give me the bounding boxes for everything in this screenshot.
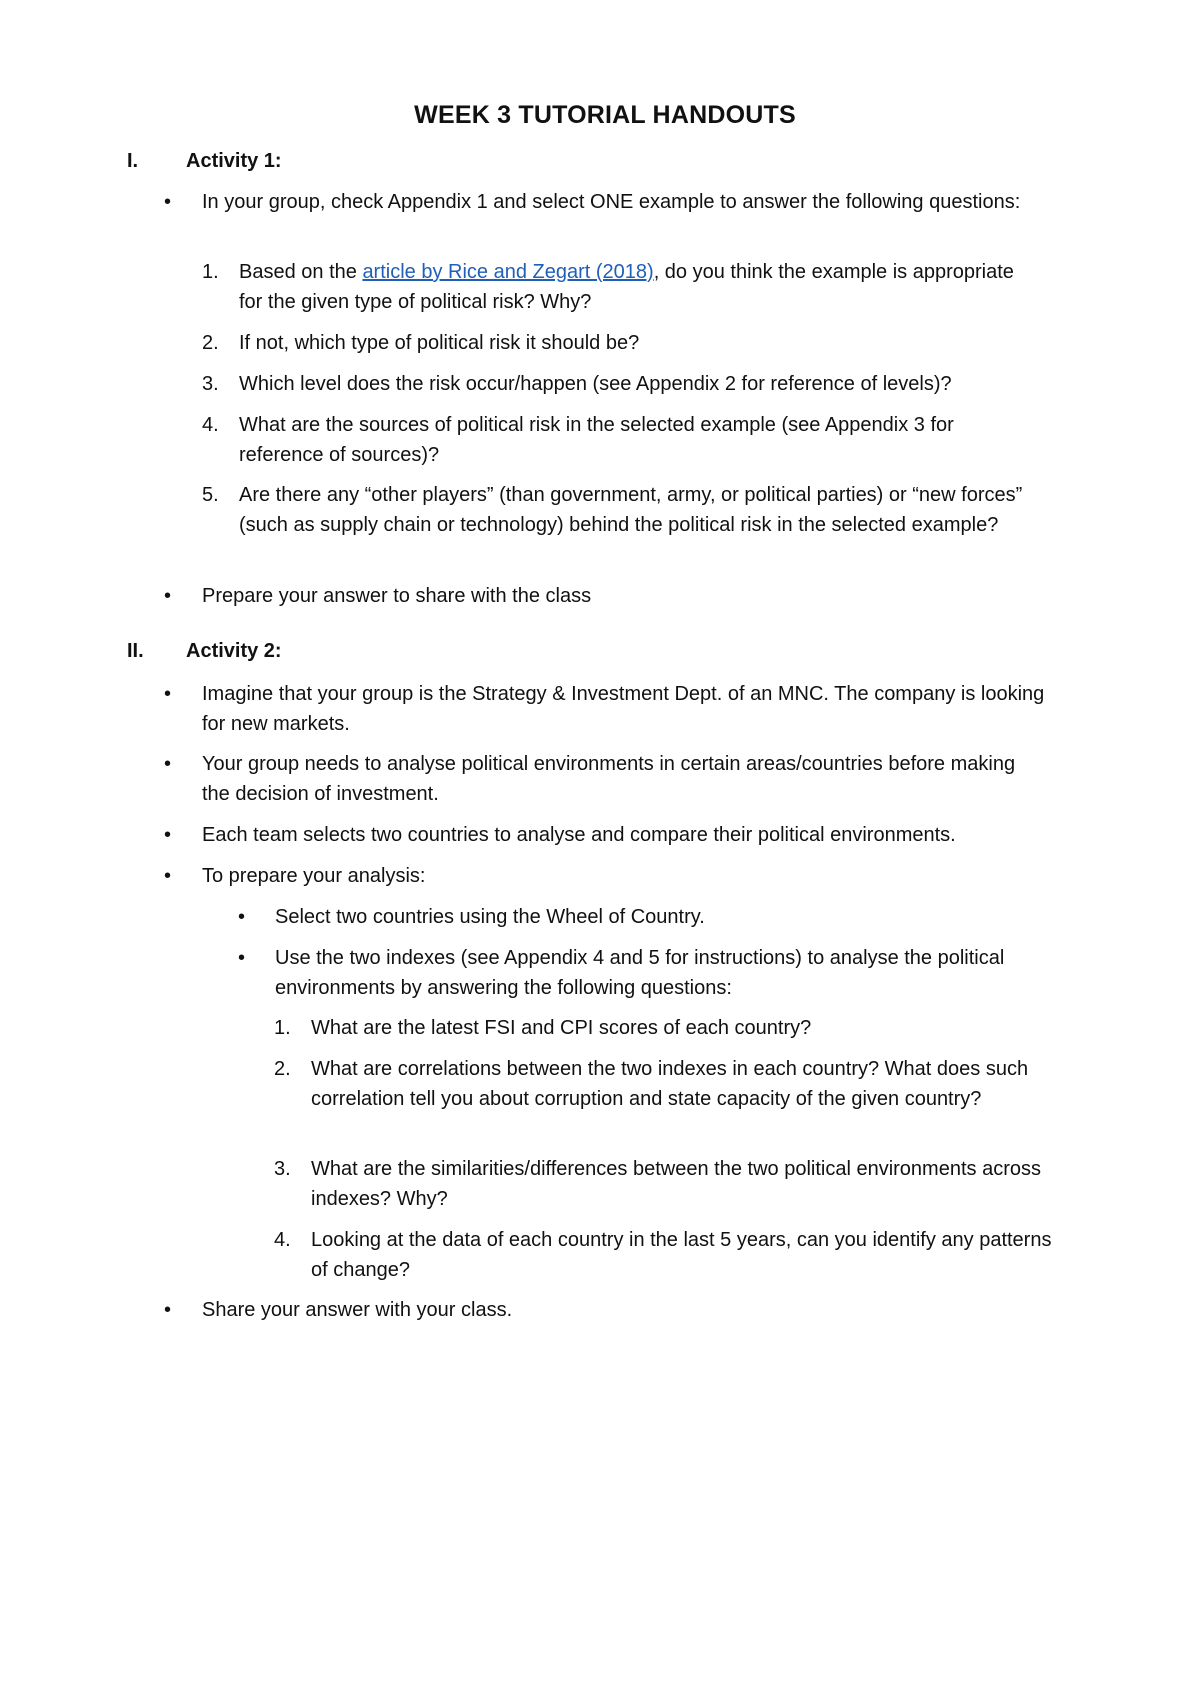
question-text: What are correlations between the two indexes in each country? What does such correlation tell you about corruption and state capacity of the given country?: [311, 1058, 1029, 1110]
question-number: 4.: [202, 414, 219, 436]
article-link[interactable]: article by Rice and Zegart (2018): [362, 261, 654, 283]
question-number: 2.: [202, 332, 219, 354]
question-text: What are the latest FSI and CPI scores of each country?: [311, 1017, 812, 1039]
question-number: 1.: [274, 1017, 291, 1039]
question-number: 2.: [274, 1058, 291, 1080]
question-text: What are the similarities/differences between the two political environments across indexes? Why?: [311, 1158, 1041, 1210]
question-number: 4.: [274, 1229, 291, 1251]
question-text: What are the sources of political risk in the selected example (see Appendix 3 for reference of sources)?: [239, 414, 954, 466]
question-number: 1.: [202, 261, 219, 283]
bullet-icon: •: [164, 683, 172, 705]
question-text-post: , do you think the example is appropriate for the given type of political risk? Why?: [239, 261, 1014, 313]
bullet-icon: •: [164, 191, 172, 213]
section-1-number: I.: [127, 150, 139, 172]
section-2-title: Activity 2:: [186, 640, 282, 662]
bullet-text: Prepare your answer to share with the class: [202, 585, 592, 607]
question-text: [239, 258, 1029, 317]
bullet-text: To prepare your analysis:: [202, 865, 426, 887]
page-title: WEEK 3 TUTORIAL HANDOUTS: [414, 101, 796, 129]
bullet-icon: •: [238, 906, 246, 928]
section-2-number: II.: [127, 640, 144, 662]
question-text: If not, which type of political risk it should be?: [239, 332, 640, 354]
bullet-icon: •: [164, 585, 172, 607]
bullet-icon: •: [164, 865, 172, 887]
bullet-icon: •: [238, 947, 246, 969]
question-text: Looking at the data of each country in the last 5 years, can you identify any patterns of change?: [311, 1229, 1052, 1281]
subbullet-text: Use the two indexes (see Appendix 4 and 5 for instructions) to analyse the political environments by answering the following questions:: [275, 947, 1005, 999]
question-text: Which level does the risk occur/happen (see Appendix 2 for reference of levels)?: [239, 373, 952, 395]
question-number: 3.: [202, 373, 219, 395]
subbullet-text: Select two countries using the Wheel of Country.: [275, 906, 705, 928]
question-text: Are there any “other players” (than government, army, or political parties) or “new forces” (such as supply chain or technology) behind the political risk in the selected example?: [239, 484, 1023, 536]
section-1-title: Activity 1:: [186, 150, 282, 172]
question-number: 3.: [274, 1158, 291, 1180]
bullet-text: Imagine that your group is the Strategy & Investment Dept. of an MNC. The company is looking for new markets.: [202, 683, 1045, 735]
bullet-icon: •: [164, 824, 172, 846]
question-number: 5.: [202, 484, 219, 506]
bullet-text: In your group, check Appendix 1 and select ONE example to answer the following questions:: [202, 191, 1021, 213]
bullet-icon: •: [164, 1299, 172, 1321]
question-text-pre: Based on the: [239, 261, 363, 283]
bullet-icon: •: [164, 753, 172, 775]
bullet-text: Each team selects two countries to analyse and compare their political environments.: [202, 824, 956, 846]
bullet-text: Share your answer with your class.: [202, 1299, 513, 1321]
bullet-text: Your group needs to analyse political environments in certain areas/countries before making the decision of investment.: [202, 753, 1016, 805]
